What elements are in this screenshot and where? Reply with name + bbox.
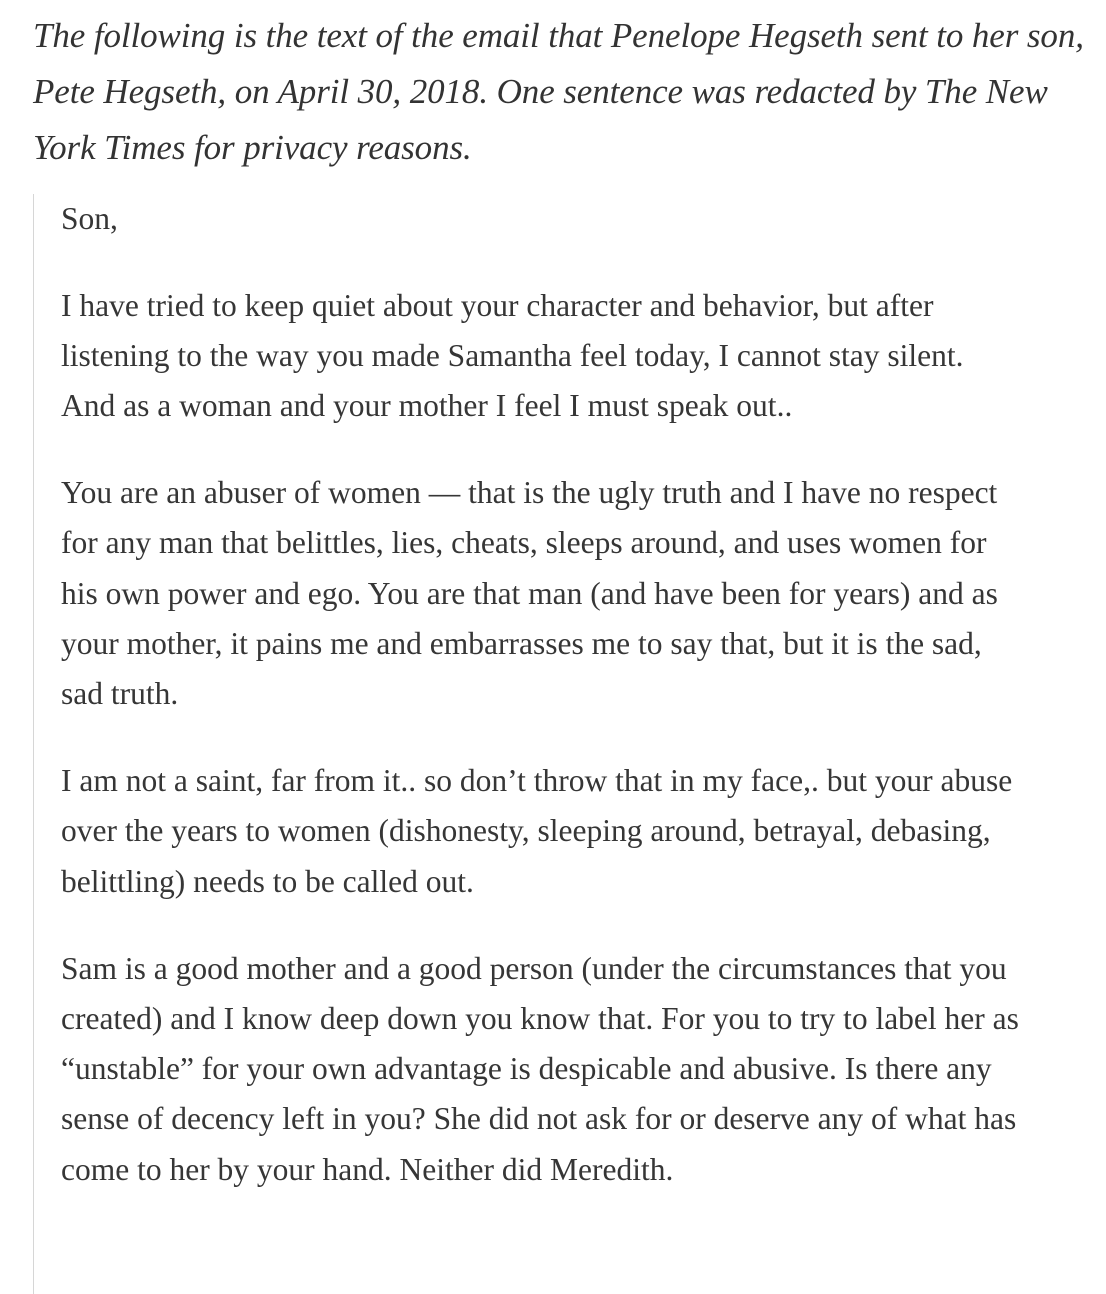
intro-text: The following is the text of the email that Penelope Hegseth sent to her son, Pete Hegseth, on April 30, 2018. One sentence was redacted by The New York Times for privacy reasons. (33, 16, 1084, 167)
email-greeting: Son, (61, 201, 118, 236)
email-paragraph: Sam is a good mother and a good person (under the circumstances that you created) and I know deep down you know that. For you to try to label her as “unstable” for your own advantage is despicable and abusive. Is there any sense of decency left in you? She did not ask for or deserve any of what has come to her by your hand. Neither did Meredith. (61, 950, 1019, 1187)
email-paragraph: I have tried to keep quiet about your character and behavior, but after listening to the way you made Samantha feel today, I cannot stay silent. And as a woman and your mother I feel I must speak out.. (61, 287, 964, 424)
email-paragraph: You are an abuser of women — that is the ugly truth and I have no respect for any man that belittles, lies, cheats, sleeps around, and uses women for his own power and ego. You are that man (and have been for years) and as your mother, it pains me and embarrasses me to say that, but it is the sad, sad truth. (61, 475, 998, 712)
email-blockquote (33, 194, 1073, 1294)
email-paragraph: I am not a saint, far from it.. so don’t throw that in my face,. but your abuse over the years to women (dishonesty, sleeping around, betrayal, debasing, belittling) needs to be called out. (61, 763, 1013, 899)
article-body (33, 0, 1098, 176)
